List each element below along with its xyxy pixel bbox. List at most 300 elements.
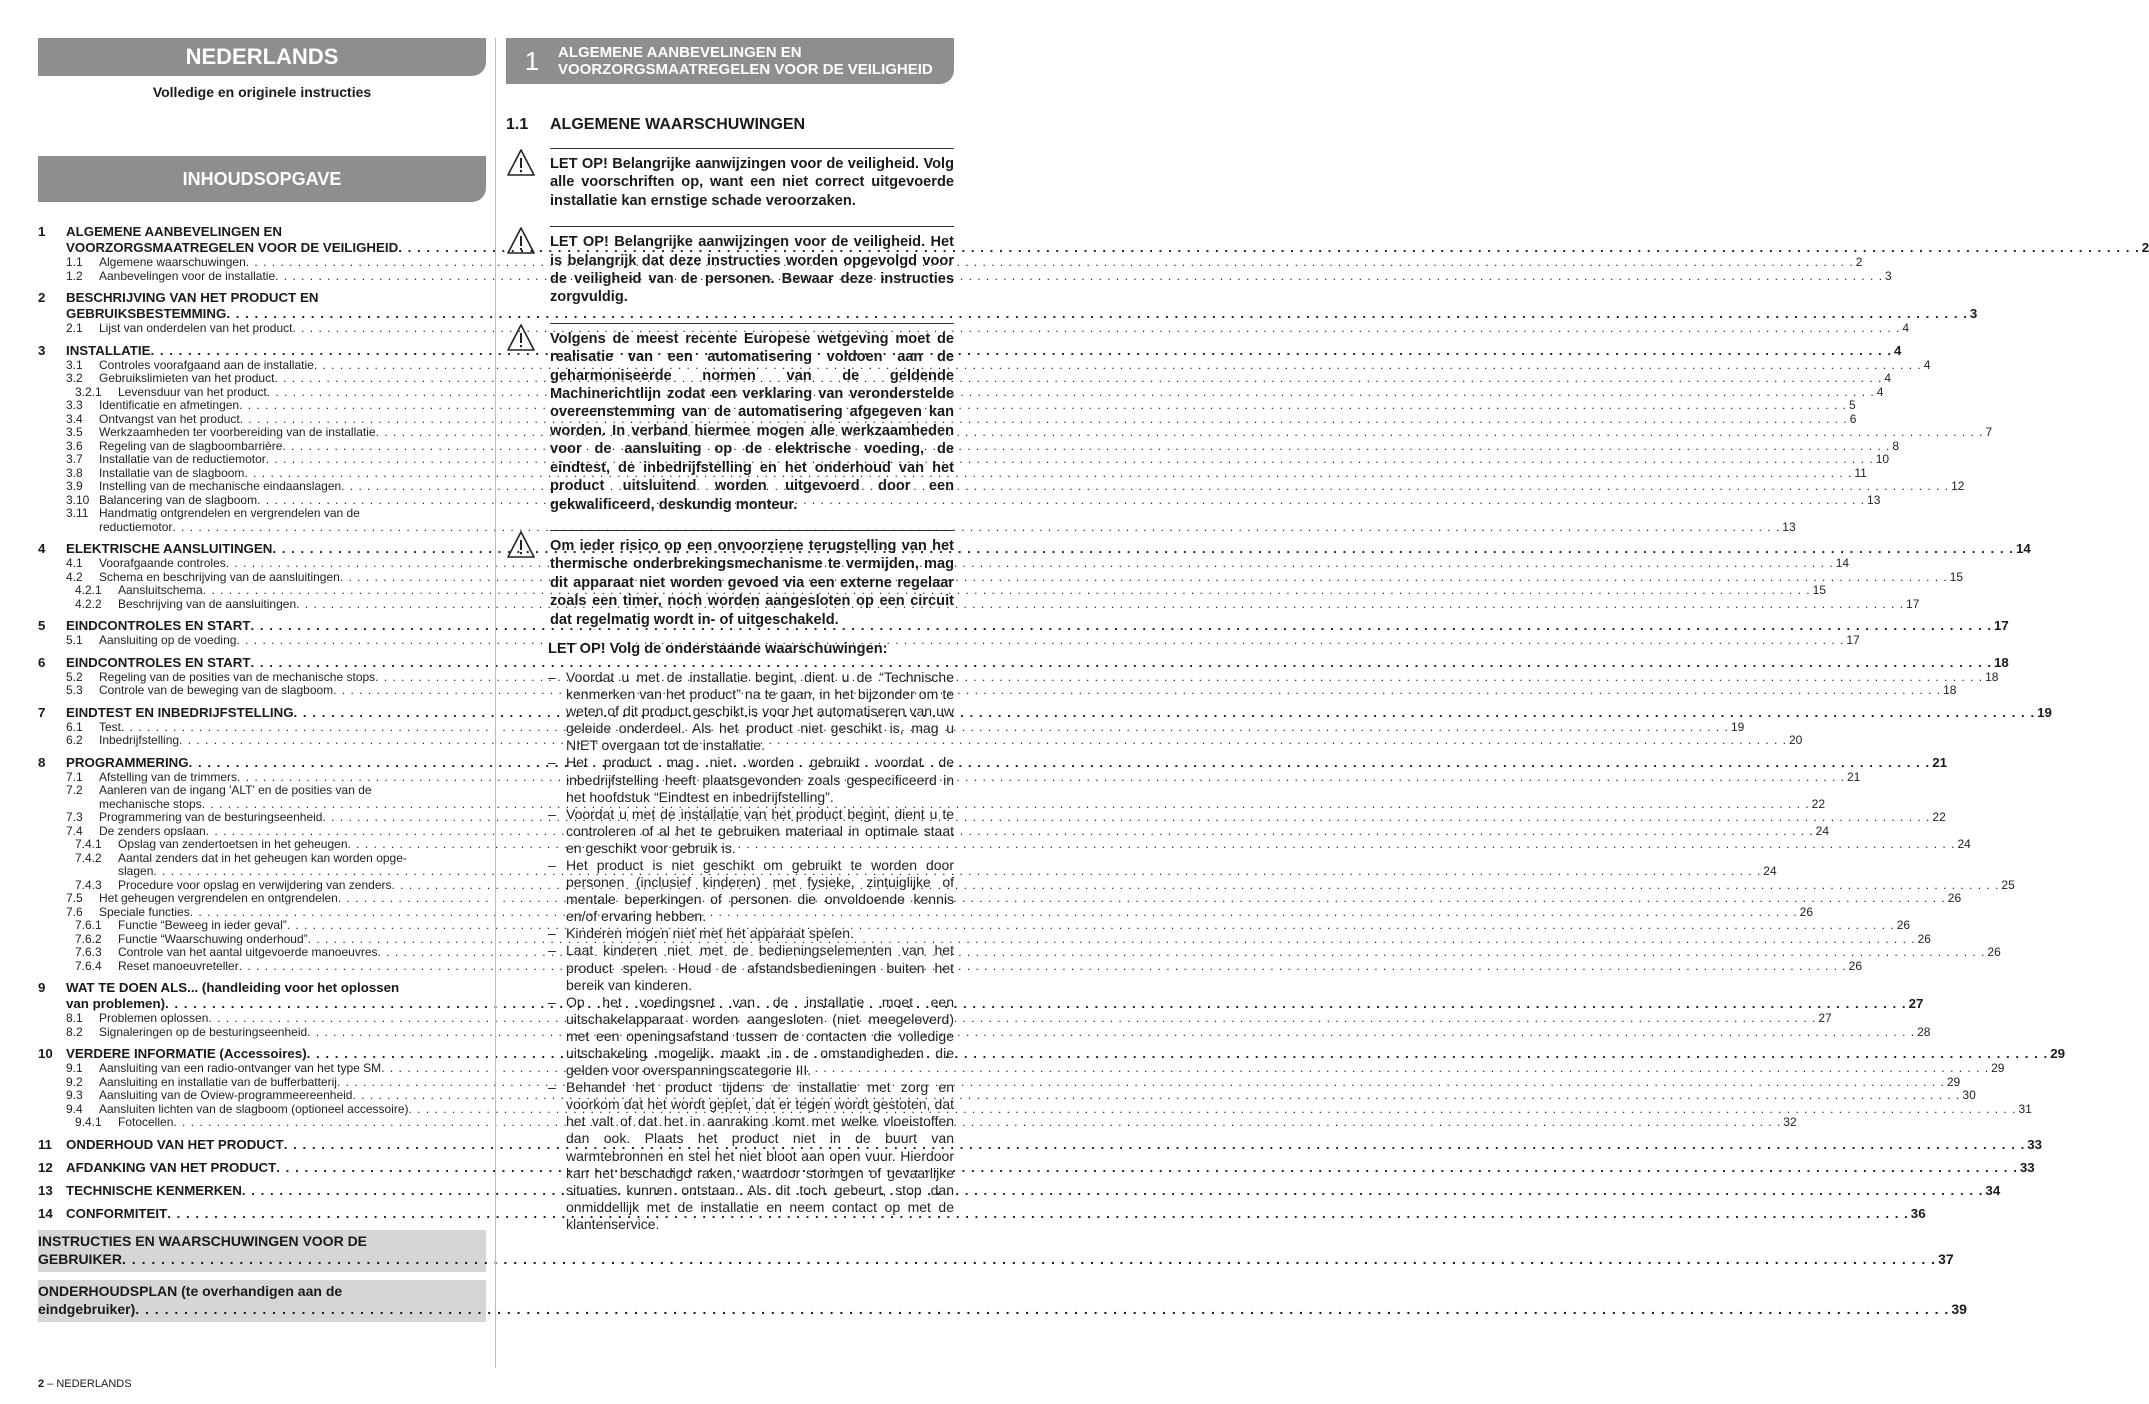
- page-number: 17: [1994, 618, 2009, 633]
- bullet-item: [548, 669, 954, 754]
- chapter-title: ALGEMENE AANBEVELINGEN EN VOORZORGSMAATREGELEN VOOR DE VEILIGHEID: [558, 44, 933, 78]
- bullet-item: [548, 942, 954, 993]
- toc-subsection: [38, 507, 486, 521]
- chapter-number: 1: [524, 45, 540, 76]
- bullet-text: Voordat u met de installatie begint, dient u de “Technische kenmerken van het product” na te gaan, in het bijzonder om te weten of dit product geschikt is voor het automatiseren van uw geleide onderdeel. Als het product niet geschikt is, mag u NIET overgaan tot de installatie.: [566, 668, 954, 754]
- entry-text: EINDCONTROLES EN START: [66, 618, 251, 633]
- chapter-body: [66, 1137, 2042, 1153]
- subsection-body: [99, 480, 1964, 494]
- page-number: 26: [1947, 891, 1962, 905]
- toc-subsection: [38, 1088, 1976, 1103]
- subsection-line: [99, 1026, 1930, 1040]
- page-number: 5: [1849, 398, 1856, 412]
- subsection-body: [99, 784, 486, 798]
- toc-chapter: [38, 1205, 1926, 1222]
- entry-text: Aansluitschema: [118, 583, 203, 597]
- page-number: 33: [2027, 1136, 2043, 1152]
- subsection-line: [99, 1076, 1960, 1090]
- chapter-banner: [506, 38, 954, 84]
- subsection-body: [99, 634, 1860, 648]
- entry-text: Schema en beschrijving van de aansluitingen: [99, 569, 340, 584]
- entry-text: Balancering van de slagboom: [99, 492, 258, 507]
- chapter-number: 2: [38, 290, 46, 305]
- leader-dots: [150, 343, 1892, 359]
- subsection-number: 3.8: [66, 465, 83, 480]
- subsection-body: [99, 467, 1867, 481]
- subsection-number: 1.1: [66, 255, 83, 269]
- bullet-text: Voordat u met de installatie van het product begint, dient u te controleren of al het te gebruiken materiaal in optimale staat en geschikt voor gebruik is.: [566, 805, 954, 856]
- toc-subsection: [38, 633, 1860, 648]
- entry-text: Het geheugen vergrendelen en ontgrendelen: [99, 891, 338, 905]
- chapter-line: [66, 755, 1947, 771]
- page-number: 24: [1815, 823, 1830, 838]
- bullet-text: Het product is niet geschikt om gebruikt te worden door personen (inclusief kinderen) met fysieke, zintuiglijke of mentale beperkingen of personen die onvoldoende kennis en/of ervaring hebben.: [566, 856, 954, 925]
- subtitle: Volledige en originele instructies: [152, 84, 372, 100]
- subsection-line: [99, 426, 1992, 440]
- entry-text: mechanische stops: [99, 796, 202, 811]
- subsection-number: 7.2: [66, 783, 83, 797]
- entry-text: Levensduur van het product: [118, 384, 267, 399]
- toc-chapter: [38, 1159, 2035, 1176]
- entry-text: De zenders opslaan: [99, 823, 206, 838]
- page-number: 34: [1985, 1182, 2001, 1198]
- bullet-item: [548, 857, 954, 925]
- toc-subsection: [38, 596, 1920, 612]
- subsection-number: 7.4: [66, 823, 83, 838]
- subsection-number: 3.3: [66, 398, 83, 412]
- page-number: 36: [1910, 1205, 1926, 1221]
- subsection-number: [66, 865, 118, 879]
- toc-subsection: [38, 1061, 2005, 1076]
- chapter-body: [66, 1160, 2035, 1176]
- page-number: 29: [1946, 1074, 1961, 1089]
- subsection-line: [99, 771, 1860, 785]
- subsection-number: 6.1: [66, 719, 83, 734]
- toc-subsection: [38, 1101, 2032, 1117]
- entry-text: Aansluiting en installatie van de bufferbatterij: [99, 1074, 337, 1089]
- page-number: 22: [1932, 810, 1946, 824]
- entry-text: INSTRUCTIES EN WAARSCHUWINGEN VOOR DE: [38, 1232, 368, 1249]
- bullet-item: [548, 806, 954, 857]
- leader-dots: [173, 1116, 1781, 1130]
- page-number: 39: [1951, 1300, 1967, 1317]
- toc-chapter: [38, 1136, 2043, 1153]
- entry-text: Speciale functies: [99, 904, 190, 919]
- subsection-number: 3.2.1: [75, 384, 102, 399]
- leader-dots: [189, 755, 1931, 771]
- page-number: 24: [1957, 837, 1971, 851]
- toc-subsection: [38, 784, 486, 798]
- subsection-number: 3.7: [66, 452, 83, 466]
- leader-dots: [206, 825, 1814, 839]
- toc-subsection: [38, 452, 1890, 467]
- page-number: 13: [1782, 519, 1796, 534]
- page-number: 31: [2018, 1101, 2032, 1116]
- chapter-line: [66, 290, 1977, 306]
- page-number: 4: [1876, 384, 1884, 399]
- page-number: 25: [2001, 877, 2015, 892]
- toc-subsection: [38, 891, 1962, 906]
- subsection-line: [99, 671, 1998, 685]
- entry-text: VERDERE INFORMATIE (Accessoires): [66, 1046, 307, 1061]
- appendix-line: [38, 1232, 484, 1250]
- bullet-dash: –: [548, 993, 556, 1010]
- subsection-body: [99, 798, 1825, 812]
- entry-text: BESCHRIJVING VAN HET PRODUCT EN: [66, 290, 319, 305]
- toc-subsection: [38, 719, 1745, 735]
- subsection-line: [99, 1012, 1832, 1026]
- subsection-line: [99, 825, 1829, 839]
- page-number: 26: [1799, 904, 1814, 919]
- entry-text: ONDERHOUDSPLAN (te overhandigen aan de: [38, 1282, 343, 1299]
- entry-text: Afstelling van de trimmers: [99, 769, 238, 784]
- page-number: 26: [1987, 945, 2001, 959]
- bullet-dash: –: [548, 754, 556, 771]
- page-number: 11: [1854, 465, 1867, 480]
- chapter-number: 4: [38, 541, 46, 556]
- chapter-number: 7: [38, 704, 46, 720]
- subsection-number: 7.4.3: [75, 877, 102, 892]
- entry-text: ONDERHOUD VAN HET PRODUCT: [66, 1136, 284, 1152]
- toc-subsection: [38, 425, 1993, 440]
- toc-subsection: [38, 877, 2015, 893]
- entry-text: Aantal zenders dat in het geheugen kan worden opge-: [118, 850, 407, 865]
- subsection-body: [99, 825, 1829, 839]
- toc-subsection: [38, 321, 1910, 336]
- toc-chapter: [38, 1046, 2066, 1062]
- subsection-number: 7.6.1: [75, 918, 102, 932]
- bullet-dash: –: [548, 856, 556, 873]
- warning-text: LET OP! Belangrijke aanwijzingen voor de veiligheid. Volg alle voorschriften op, want een niet correct uitgevoerde installatie kan ernstige schade veroorzaken.: [550, 148, 954, 210]
- entry-text: Problemen oplossen: [99, 1011, 209, 1025]
- toc-subsection: [38, 569, 1964, 585]
- toc-chapter: [38, 1182, 2001, 1199]
- leader-dots: [179, 734, 1787, 748]
- chapter-number: 5: [38, 618, 46, 633]
- page-number: 18: [1985, 669, 1999, 684]
- subsection-line: [118, 946, 2001, 960]
- toc-subsection: [38, 479, 1965, 494]
- toc-subsection: [38, 796, 1826, 812]
- toc-chapter: [38, 342, 1902, 359]
- chapter-number: 13: [38, 1182, 53, 1198]
- warning-block: [506, 226, 954, 307]
- subsection-body: [99, 494, 1880, 508]
- page-number: 2: [2141, 240, 2149, 255]
- bullet-text: Het product mag niet worden gebruikt voordat de inbedrijfstelling heeft plaatsgevonden zoals gespecificeerd in het hoofdstuk “Eindtest en inbedrijfstelling”.: [566, 754, 954, 805]
- bullet-dash: –: [548, 805, 556, 822]
- toc-chapter: [38, 980, 1924, 1012]
- warning-block: [506, 530, 954, 629]
- page-number: 7: [1985, 425, 1993, 439]
- toc-subsection: [38, 1011, 1832, 1026]
- subsection-line: [99, 413, 1856, 427]
- chapter-line: [66, 306, 1977, 322]
- subsection-number: 7.5: [66, 891, 83, 905]
- page-number: 3: [1969, 306, 1978, 321]
- chapter-body: [66, 655, 2009, 671]
- subsection-body: [118, 1116, 1797, 1130]
- page-number: 14: [2015, 541, 2031, 556]
- page-number: 37: [1938, 1250, 1954, 1267]
- subsection-line: [99, 557, 1849, 571]
- warning-block: [506, 148, 954, 210]
- page-footer: 2 – NEDERLANDS: [38, 1378, 132, 1390]
- page-number: 2: [1855, 255, 1863, 269]
- subsection-number: 7.6.2: [75, 931, 102, 946]
- chapter-number: 12: [38, 1159, 53, 1175]
- subsection-number: 3.5: [66, 425, 83, 439]
- page-number: 14: [1835, 556, 1850, 570]
- leader-dots: [172, 521, 1780, 535]
- subsection-line: [99, 480, 1964, 494]
- toc-subsection: [38, 1115, 1797, 1130]
- language-banner: NEDERLANDS: [38, 38, 486, 76]
- subsection-body: [99, 1062, 2004, 1076]
- subsection-number: 5.2: [66, 669, 83, 684]
- leader-dots: [226, 306, 1968, 322]
- subsection-body: [99, 571, 1963, 585]
- leader-dots: [165, 996, 1907, 1012]
- subsection-body: [118, 946, 2001, 960]
- chapter-body: [66, 343, 1901, 359]
- chapter-line: [66, 1160, 2035, 1176]
- subsection-body: [99, 671, 1998, 685]
- subsection-number: 1.2: [66, 268, 83, 283]
- chapter-line: [66, 240, 2149, 256]
- toc-chapter: [38, 754, 1948, 771]
- subsection-line: [99, 467, 1867, 481]
- bullet-item: [548, 1079, 954, 1233]
- subsection-body: [99, 771, 1860, 785]
- page-number: 4: [1884, 371, 1892, 385]
- toc-subsection: [38, 371, 1892, 386]
- subsection-line: [99, 270, 1892, 284]
- entry-text: AFDANKING VAN HET PRODUCT: [66, 1159, 277, 1175]
- bullet-text: Kinderen mogen niet met het apparaat spelen.: [566, 925, 854, 942]
- subsection-line: [118, 960, 1862, 974]
- entry-text: Lijst van onderdelen van het product: [99, 321, 293, 335]
- subsection-number: 7.4.1: [75, 837, 102, 851]
- subsection-body: [118, 838, 1971, 852]
- chapter-body: [66, 1206, 1926, 1222]
- entry-text: Functie “Beweeg in ieder geval”: [118, 918, 287, 932]
- subsection-body: [118, 933, 1931, 947]
- toc-subsection: [38, 864, 1777, 879]
- subsection-body: [99, 453, 1889, 467]
- entry-text: Aansluiting van een radio-ontvanger van het type SM: [99, 1061, 382, 1075]
- toc-subsection: [38, 1024, 1931, 1040]
- subsection-line: [99, 1103, 2032, 1117]
- entry-text: Algemene waarschuwingen: [99, 255, 246, 269]
- bullet-item: [548, 925, 954, 942]
- toc-subsection: [38, 519, 1796, 535]
- subsection-number: 7.4.2: [75, 850, 102, 865]
- entry-text: Controles voorafgaand aan de installatie: [99, 357, 314, 372]
- chapter-body: [66, 541, 2031, 557]
- subsection-number: 3.2: [66, 371, 83, 385]
- entry-text: reductiemotor: [99, 519, 173, 534]
- subsection-line: [99, 453, 1889, 467]
- subsection-number: 7.6: [66, 904, 83, 919]
- right-column: [506, 38, 954, 1233]
- chapter-line: [66, 1206, 1926, 1222]
- column-divider: [495, 38, 496, 1368]
- entry-text: WAT TE DOEN ALS... (handleiding voor het oplossen: [66, 980, 400, 995]
- subsection-number: 3.10: [66, 492, 90, 507]
- subsection-number: 4.1: [66, 556, 83, 570]
- page-number: 17: [1846, 633, 1860, 647]
- section-title: 1.1 ALGEMENE WAARSCHUWINGEN: [506, 116, 806, 133]
- entry-text: GEBRUIKER: [38, 1250, 123, 1267]
- appendix-entry: [38, 1280, 1967, 1322]
- chapter-line: [66, 1137, 2042, 1153]
- subsection-body: [99, 359, 1930, 373]
- toc-subsection: [38, 810, 1946, 825]
- entry-text: Reset manoeuvreteller: [118, 958, 239, 973]
- subsection-line: [99, 322, 1909, 336]
- grey-boxes: [38, 1230, 1967, 1322]
- entry-text: Inbedrijfstelling: [99, 733, 180, 747]
- entry-text: Procedure voor opslag en verwijdering van zenders: [118, 877, 392, 892]
- subsection-number: 9.4.1: [75, 1115, 102, 1129]
- entry-text: Opslag van zendertoetsen in het geheugen: [118, 837, 348, 851]
- warning-text: LET OP! Belangrijke aanwijzingen voor de veiligheid. Het is belangrijk dat deze instructies worden opgevolgd voor de veiligheid van de personen. Bewaar deze instructies zorgvuldig.: [550, 226, 954, 307]
- chapter-body: [66, 224, 2149, 256]
- toc-subsection: [38, 1074, 1961, 1090]
- entry-text: Ontvangst van het product: [99, 411, 240, 426]
- entry-text: TECHNISCHE KENMERKEN: [66, 1182, 242, 1198]
- subsection-number: 3.6: [66, 438, 83, 453]
- subsection-line: [118, 386, 1883, 400]
- page-number: 6: [1849, 411, 1857, 426]
- subsection-line: [99, 372, 1891, 386]
- page-number: 30: [1962, 1088, 1976, 1102]
- entry-text: EINDTEST EN INBEDRIJFSTELLING: [66, 704, 294, 720]
- toc-chapter: [38, 290, 1978, 322]
- entry-text: Programmering van de besturingseenheid: [99, 810, 323, 824]
- toc-subsection: [38, 384, 1884, 400]
- chapter-number: 11: [38, 1136, 53, 1152]
- page-number: 4: [1902, 321, 1910, 335]
- bullet-text: Op het voedingsnet van de installatie moet een uitschakelapparaat worden aangesloten (niet meegeleverd) met een openingsafstand tussen de contacten die volledige uitschakeling mogelijk maakt in de omstandigheden die gelden voor overspanningscategorie III.: [566, 993, 954, 1079]
- warning-triangle-icon: [506, 148, 550, 210]
- entry-text: VOORZORGSMAATREGELEN VOOR DE VEILIGHEID: [66, 240, 399, 255]
- page-number: 33: [2019, 1159, 2035, 1175]
- toc-subsection: [38, 823, 1830, 839]
- bullet-dash: –: [548, 925, 556, 942]
- toc-chapter: [38, 654, 2009, 671]
- subsection-number: 7.6.4: [75, 958, 102, 973]
- leader-dots: [203, 584, 1811, 598]
- chapter-line: [66, 343, 1901, 359]
- page-number: 10: [1875, 452, 1890, 466]
- page-number: 4: [1923, 357, 1931, 372]
- entry-text: Werkzaamheden ter voorbereiding van de installatie: [99, 425, 376, 439]
- entry-text: Aansluiten lichten van de slagboom (optioneel accessoire): [99, 1101, 409, 1116]
- subsection-line: [99, 892, 1961, 906]
- bullet-dash: –: [548, 1079, 556, 1096]
- leader-dots: [122, 1250, 1936, 1268]
- subsection-body: [118, 598, 1919, 612]
- warning-triangle-icon: [506, 323, 550, 514]
- entry-text: Controle van het aantal uitgevoerde manoeuvres: [118, 945, 378, 959]
- subsection-number: 7.1: [66, 769, 83, 784]
- appendix-line: [38, 1250, 1954, 1268]
- chapter-body: [66, 755, 1947, 771]
- subsection-body: [99, 322, 1909, 336]
- page-number: 22: [1811, 796, 1826, 811]
- subsection-body: [99, 1103, 2032, 1117]
- entry-text: Aansluiting van de Oview-programmeereenheid: [99, 1088, 353, 1102]
- subsection-line: [99, 359, 1930, 373]
- bullet-item: [548, 754, 954, 805]
- leader-dots: [202, 798, 1810, 812]
- leader-dots: [153, 865, 1761, 879]
- chapter-line: [66, 980, 1923, 996]
- subsection-body: [118, 960, 1862, 974]
- leader-dots: [240, 413, 1848, 427]
- leader-dots: [237, 771, 1845, 785]
- subsection-line: [99, 784, 486, 798]
- subsection-line: [118, 838, 1971, 852]
- subsection-line: [99, 440, 1899, 454]
- chapter-line: [66, 996, 1923, 1012]
- subsection-body: [99, 256, 1862, 270]
- leader-dots: [226, 557, 1834, 571]
- entry-text: Regeling van de posities van de mechanische stops: [99, 669, 376, 684]
- toc-banner: INHOUDSOPGAVE: [38, 156, 486, 202]
- toc-subsection: [38, 669, 1999, 685]
- entry-text: ELEKTRISCHE AANSLUITINGEN: [66, 541, 273, 556]
- subsection-line: [99, 256, 1862, 270]
- chapter-line: [66, 655, 2009, 671]
- toc-chapter: [38, 618, 2009, 634]
- page-number: 20: [1788, 733, 1803, 747]
- entry-text: van problemen): [66, 996, 166, 1011]
- toc-subsection: [38, 556, 1850, 571]
- subsection-body: [99, 906, 1813, 920]
- subsection-line: [99, 1089, 1976, 1103]
- entry-text: Regeling van de slagboombarrière: [99, 438, 283, 453]
- entry-text: Handmatig ontgrendelen en vergrendelen van de: [99, 506, 360, 520]
- warning-triangle-icon: [506, 226, 550, 307]
- toc-subsection: [38, 945, 2001, 960]
- page-number: 26: [1896, 918, 1911, 932]
- chapter-line: [66, 541, 2031, 557]
- leader-dots: [257, 494, 1865, 508]
- entry-text: Beschrijving van de aansluitingen: [118, 596, 297, 611]
- toc-subsection: [38, 492, 1881, 508]
- leader-dots: [246, 256, 1854, 270]
- page-number: 32: [1783, 1115, 1797, 1129]
- entry-text: Gebruikslimieten van het product: [99, 371, 275, 385]
- subsection-number: 2.1: [66, 321, 83, 335]
- toc-subsection: [38, 583, 1826, 598]
- subsection-number: 3.11: [66, 506, 89, 520]
- chapter-line: [66, 1046, 2065, 1062]
- page-number: 4: [1894, 342, 1902, 358]
- toc-subsection: [38, 357, 1931, 373]
- toc-subsection: [38, 852, 486, 866]
- subsection-number: 9.4: [66, 1101, 83, 1116]
- leader-dots: [239, 399, 1847, 413]
- bullet-text: Laat kinderen niet met de bedieningselementen van het product spelen. Houd de afstandsbedieningen buiten het bereik van kinderen.: [566, 942, 954, 993]
- page-number: 8: [1892, 438, 1900, 453]
- page-number: 12: [1951, 479, 1965, 493]
- page-number: 29: [2050, 1046, 2066, 1061]
- toc-subsection: [38, 904, 1814, 920]
